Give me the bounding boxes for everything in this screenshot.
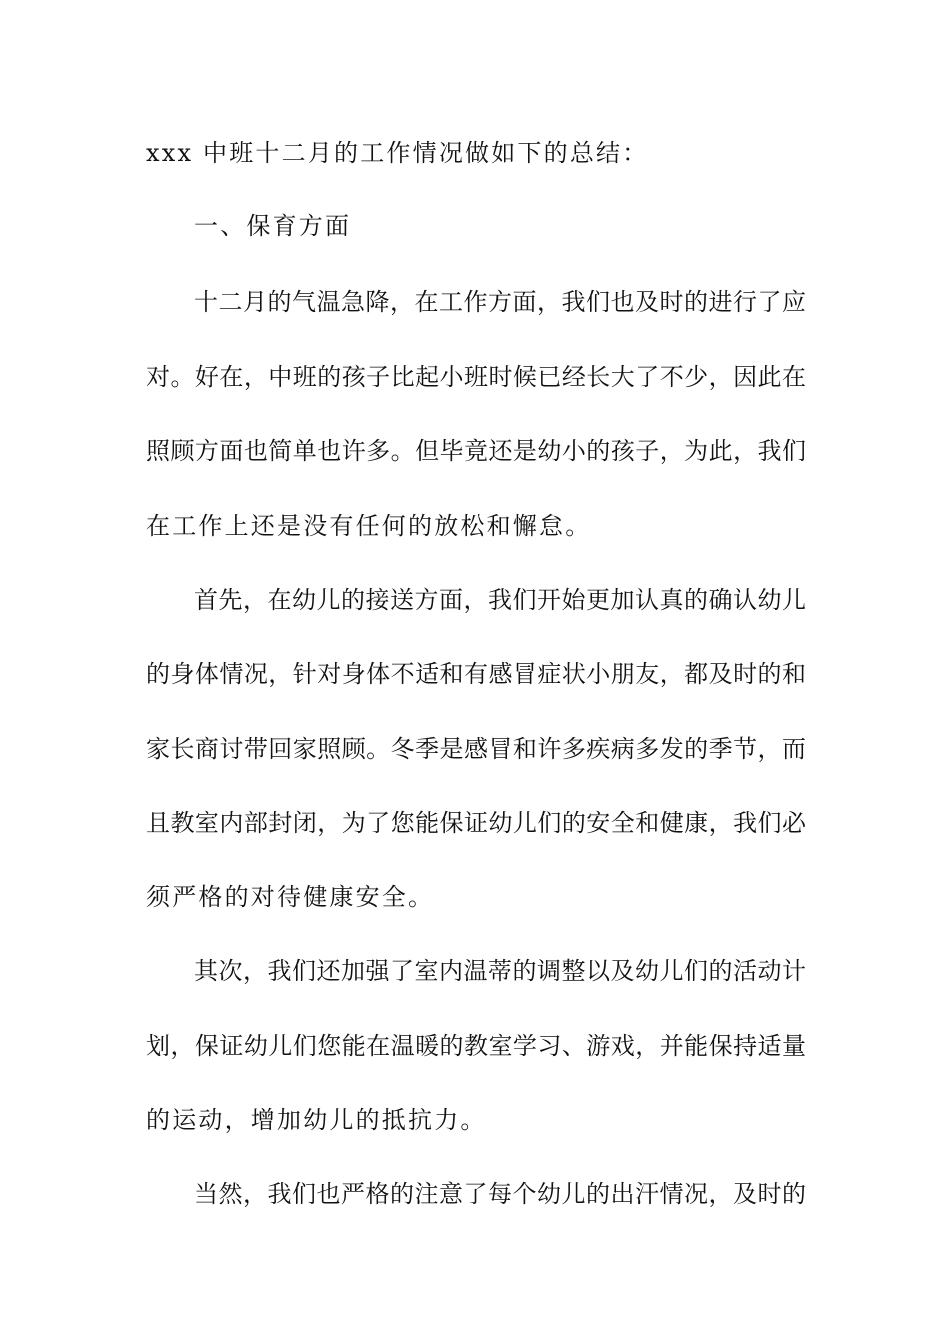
paragraph-line: 十二月的气温急降，在工作方面，我们也及时的进行了应 [194, 288, 806, 316]
paragraph-line: 须严格的对待健康安全。 [146, 883, 435, 911]
paragraph-line: 且教室内部封闭，为了您能保证幼儿们的安全和健康，我们必 [146, 809, 806, 837]
paragraph-line: 在工作上还是没有任何的放松和懈怠。 [146, 512, 592, 540]
paragraph-line: 照顾方面也简单也许多。但毕竟还是幼小的孩子，为此，我们 [146, 437, 806, 465]
summary-intro-line: xxx 中班十二月的工作情况做如下的总结： [146, 139, 649, 167]
paragraph-line: 的运动，增加幼儿的抵抗力。 [146, 1106, 487, 1134]
paragraph-line: 对。好在，中班的孩子比起小班时候已经长大了不少，因此在 [146, 363, 806, 391]
paragraph-line: 其次，我们还加强了室内温蒂的调整以及幼儿们的活动计 [194, 957, 806, 985]
paragraph-line: 家长商讨带回家照顾。冬季是感冒和许多疾病多发的季节，而 [146, 735, 806, 763]
paragraph-line: 当然，我们也严格的注意了每个幼儿的出汗情况，及时的 [194, 1180, 806, 1208]
section-heading-care: 一、保育方面 [194, 212, 352, 240]
paragraph-line: 首先，在幼儿的接送方面，我们开始更加认真的确认幼儿 [194, 586, 806, 614]
paragraph-line: 划，保证幼儿们您能在温暖的教室学习、游戏，并能保持适量 [146, 1032, 806, 1060]
paragraph-line: 的身体情况，针对身体不适和有感冒症状小朋友，都及时的和 [146, 660, 806, 688]
